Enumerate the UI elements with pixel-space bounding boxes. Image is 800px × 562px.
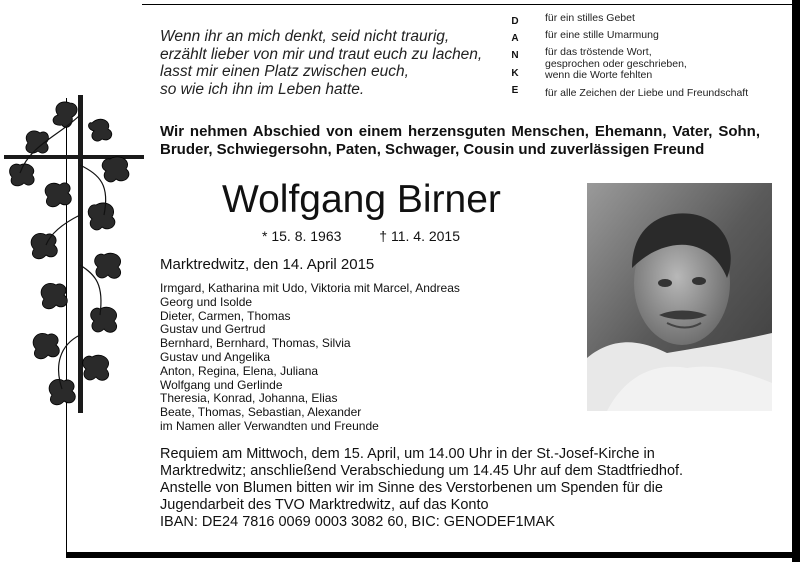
requiem-line: Marktredwitz; anschließend Verabschiedung um 14.45 Uhr auf dem Stadtfriedhof. xyxy=(160,463,684,479)
danke-letter: K xyxy=(511,67,519,79)
requiem-line: Jugendarbeit des TVO Marktredwitz, auf das Konto xyxy=(160,497,489,513)
poem-line: Wenn ihr an mich denkt, seid nicht traurig, xyxy=(160,28,450,45)
danke-acrostic xyxy=(508,13,522,99)
place-date: Marktredwitz, den 14. April 2015 xyxy=(160,256,375,273)
poem-line: lasst mir einen Platz zwischen euch, xyxy=(160,63,409,80)
danke-line: für ein stilles Gebet xyxy=(545,12,635,24)
danke-line: wenn die Worte fehlten xyxy=(545,69,653,82)
poem xyxy=(160,28,500,98)
frame-top-rule xyxy=(142,4,794,5)
deceased-name: Wolfgang Birner xyxy=(222,178,501,221)
danke-letter: D xyxy=(511,16,519,27)
danke-line: für alle Zeichen der Liebe und Freundschaft xyxy=(545,86,749,99)
life-dates xyxy=(262,228,460,244)
portrait-photo xyxy=(587,183,772,411)
mourner-line: Anton, Regina, Elena, Juliana xyxy=(160,363,319,378)
mourner-line: Dieter, Carmen, Thomas xyxy=(160,308,291,323)
birth-date: * 15. 8. 1963 xyxy=(262,228,342,244)
mourner-line: Gustav und Gertrud xyxy=(160,322,266,337)
danke-line: für das tröstende Wort, xyxy=(545,46,652,59)
frame-bottom-border xyxy=(66,552,800,558)
requiem-notice xyxy=(160,446,780,531)
requiem-line: Anstelle von Blumen bitten wir im Sinne des Verstorbenen um Spenden für die xyxy=(160,480,663,496)
mourner-line: Georg und Isolde xyxy=(160,294,253,309)
mourner-line: Theresia, Konrad, Johanna, Elias xyxy=(160,391,338,406)
danke-letter: N xyxy=(511,50,519,62)
farewell-intro: Wir nehmen Abschied von einem herzensguten Menschen, Ehemann, Vater, Sohn, Bruder, Schwiegersohn, Paten, Schwager, Cousin und zuverlässigen Freund xyxy=(160,123,760,158)
danke-lines xyxy=(545,13,795,105)
poem-line: erzählt lieber von mir und traut euch zu lachen, xyxy=(160,45,483,63)
danke-letter: A xyxy=(511,33,519,45)
portrait-photo-art xyxy=(587,183,772,411)
mourner-line: im Namen aller Verwandten und Freunde xyxy=(160,418,379,433)
danke-line-group xyxy=(545,47,795,82)
mourners-list xyxy=(160,282,460,434)
danke-letter: E xyxy=(511,84,519,96)
iban-line: IBAN: DE24 7816 0069 0003 3082 60, BIC: GENODEF1MAK xyxy=(160,514,555,530)
danke-line: gesprochen oder geschrieben, xyxy=(545,57,687,70)
danke-line: für eine stille Umarmung xyxy=(545,29,659,42)
mourner-line: Gustav und Angelika xyxy=(160,349,271,364)
mourner-line: Wolfgang und Gerlinde xyxy=(160,377,283,392)
poem-line: so wie ich ihn im Leben hatte. xyxy=(160,80,365,98)
mourner-line: Irmgard, Katharina mit Udo, Viktoria mit Marcel, Andreas xyxy=(160,281,460,295)
mourner-line: Beate, Thomas, Sebastian, Alexander xyxy=(160,405,362,420)
requiem-line: Requiem am Mittwoch, dem 15. April, um 14.00 Uhr in der St.-Josef-Kirche in xyxy=(160,446,655,462)
death-date: † 11. 4. 2015 xyxy=(379,228,460,244)
mourner-line: Bernhard, Bernhard, Thomas, Silvia xyxy=(160,336,351,351)
ivy-cross-icon xyxy=(0,95,150,415)
